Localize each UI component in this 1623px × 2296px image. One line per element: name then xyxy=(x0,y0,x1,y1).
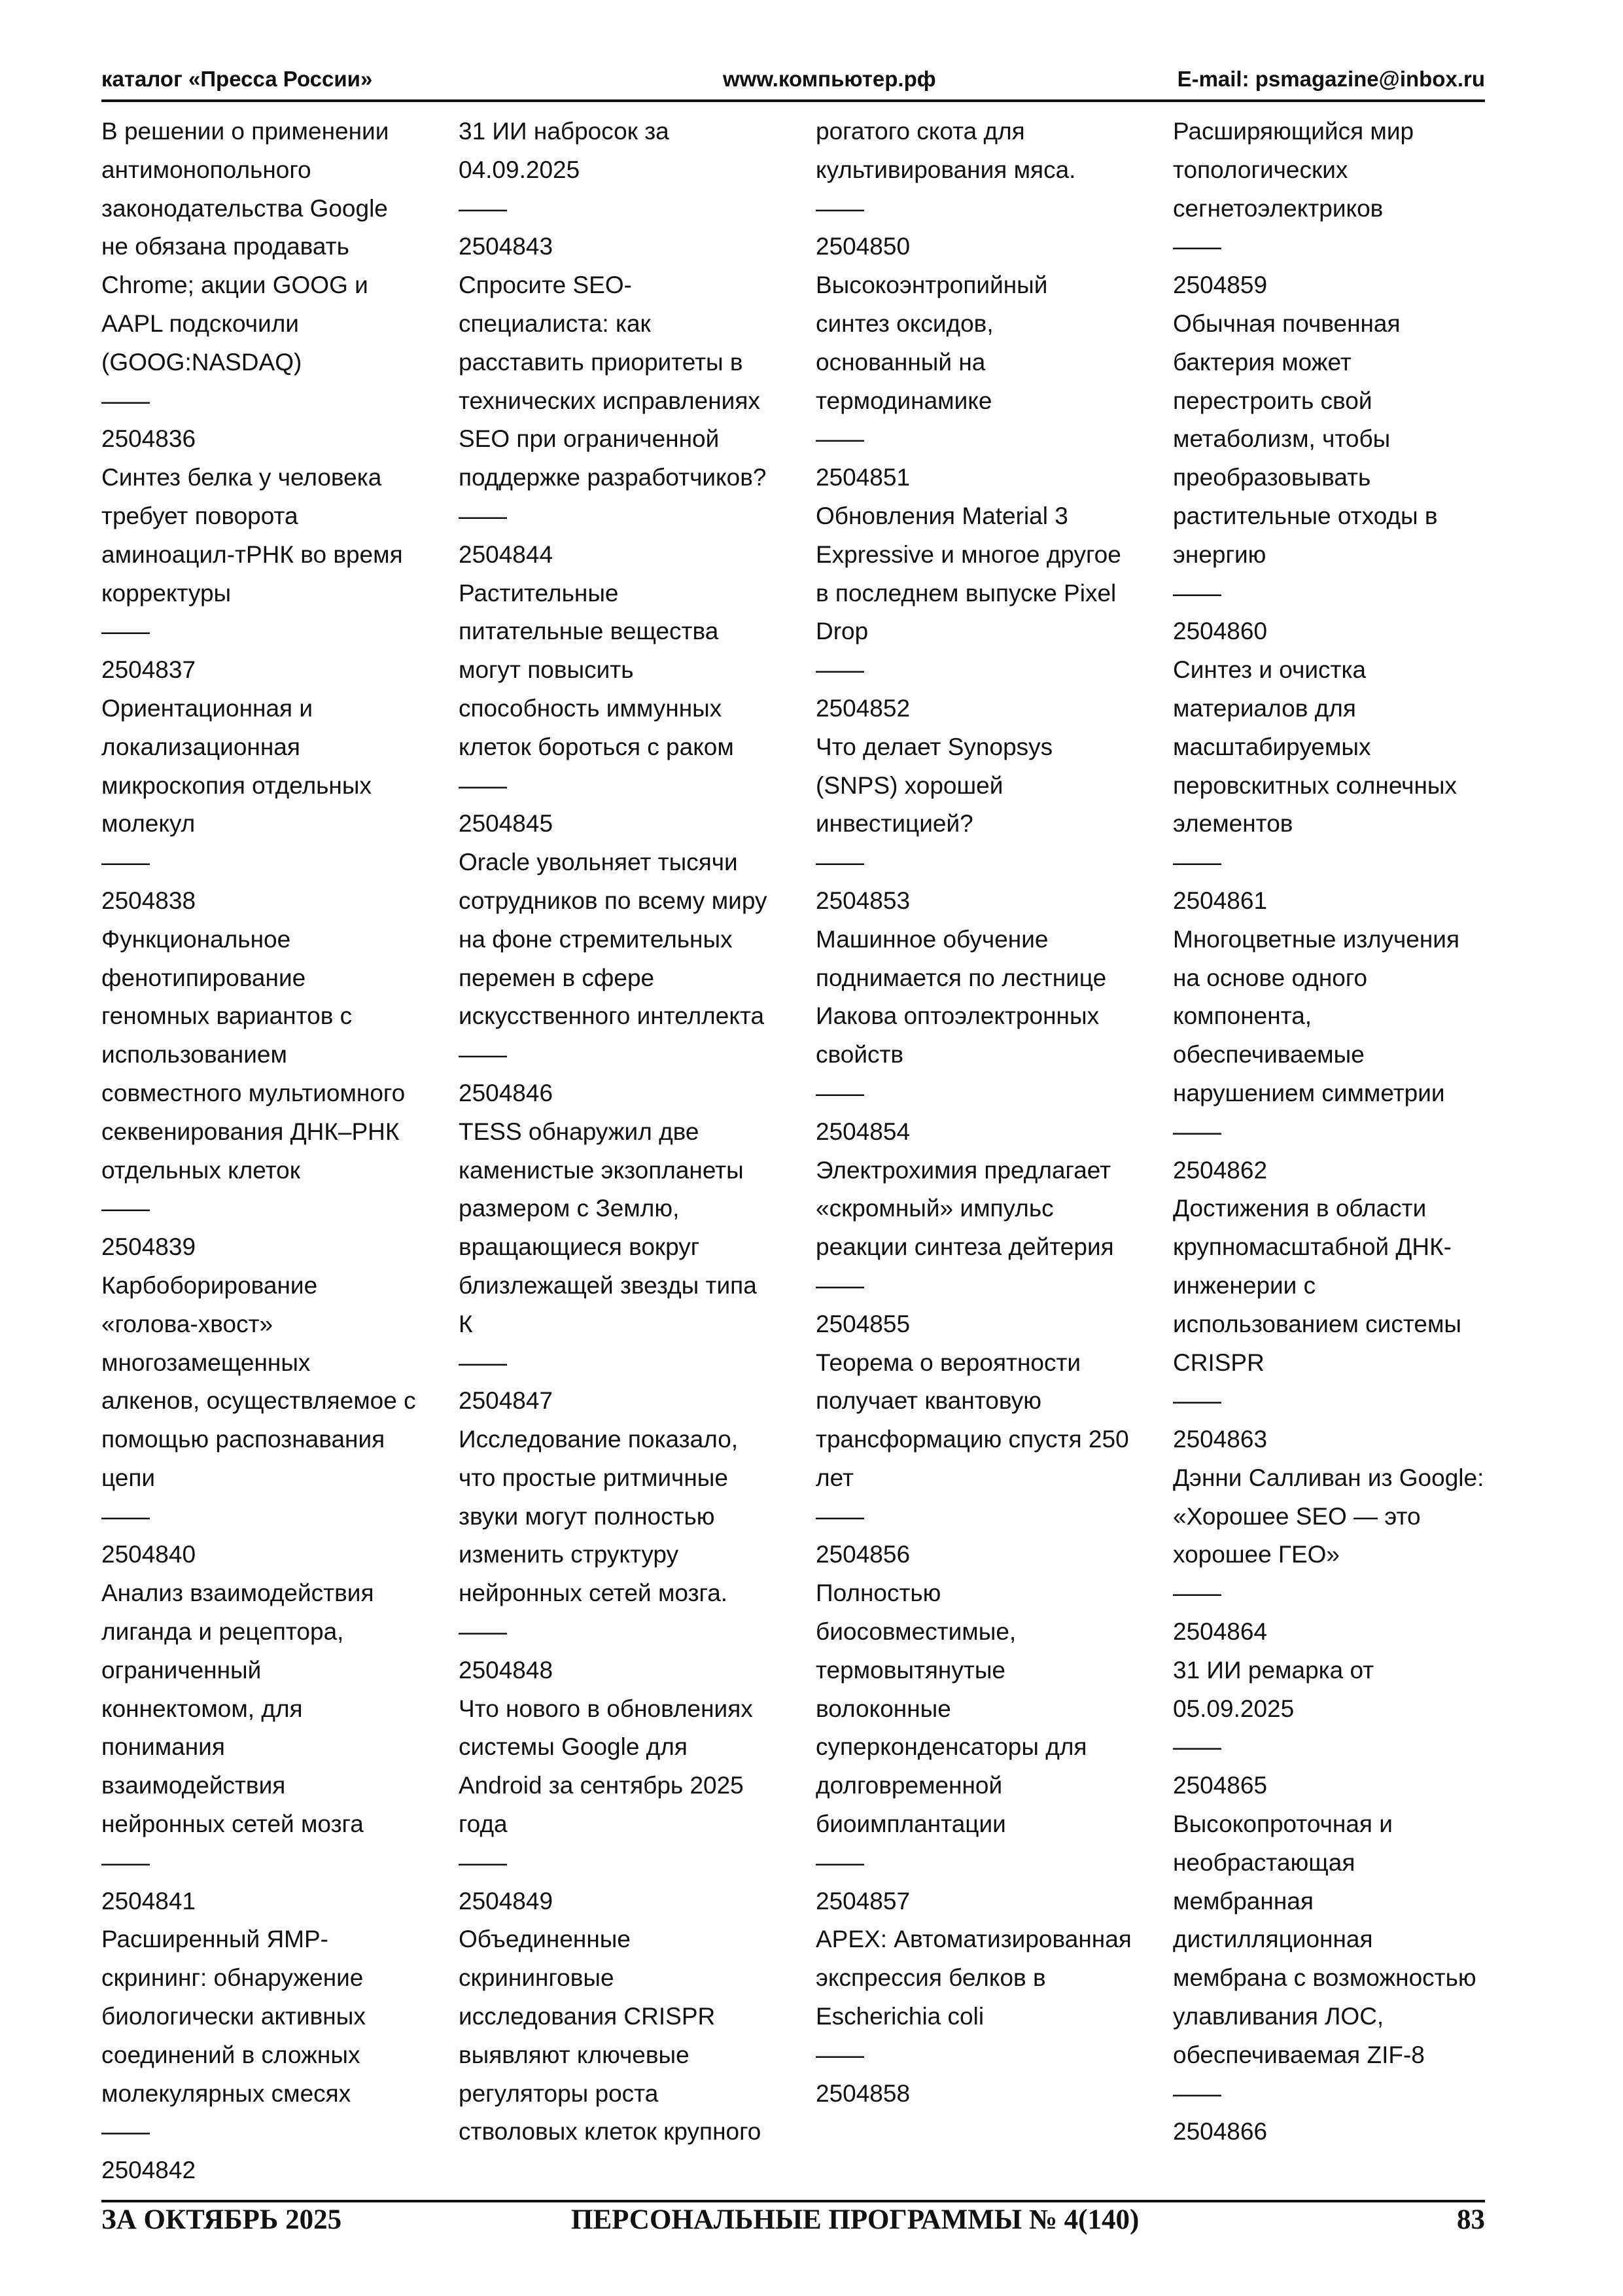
entry-number: 2504852 xyxy=(816,694,911,722)
entry-number: 2504866 xyxy=(1173,2118,1268,2146)
text-line: трансформацию спустя 250 xyxy=(816,1426,1129,1453)
entry-separator: —— xyxy=(1173,2079,1221,2107)
text-line: Высокопроточная и xyxy=(1173,1810,1393,1838)
entry-separator: —— xyxy=(101,1502,150,1530)
text-line: регуляторы роста xyxy=(459,2079,659,2107)
page-header xyxy=(101,67,1485,97)
text-line: 05.09.2025 xyxy=(1173,1695,1295,1722)
text-line: Escherichia coli xyxy=(816,2003,985,2030)
text-line: исследования CRISPR xyxy=(459,2003,716,2030)
text-line: крупномасштабной ДНК- xyxy=(1173,1233,1452,1261)
entry-number: 2504856 xyxy=(816,1541,911,1568)
text-line: 04.09.2025 xyxy=(459,156,580,183)
entry-number: 2504864 xyxy=(1173,1618,1268,1646)
entry-separator: —— xyxy=(1173,1118,1221,1145)
entry-number: 2504838 xyxy=(101,887,196,914)
entry-number: 2504847 xyxy=(459,1387,553,1415)
footer-issue-date: ЗА ОКТЯБРЬ 2025 xyxy=(101,2204,342,2235)
text-line: законодательства Google xyxy=(101,194,388,222)
text-line: Анализ взаимодействия xyxy=(101,1580,374,1607)
text-line: Теорема о вероятности xyxy=(816,1349,1081,1376)
text-line: дистилляционная xyxy=(1173,1926,1373,1953)
entry-separator: —— xyxy=(1173,1387,1221,1415)
text-line: выявляют ключевые xyxy=(459,2041,689,2068)
entry-number: 2504842 xyxy=(101,2157,196,2184)
text-line: соединений в сложных xyxy=(101,2041,360,2068)
text-line: Chrome; акции GOOG и xyxy=(101,272,368,299)
text-line: культивирования мяса. xyxy=(816,156,1076,183)
text-line: рогатого скота для xyxy=(816,118,1025,145)
article-columns xyxy=(101,113,1514,2193)
text-line: алкенов, осуществляемое с xyxy=(101,1387,416,1415)
text-line: Синтез белка у человека xyxy=(101,464,382,491)
text-line: поддержке разработчиков? xyxy=(459,464,767,491)
text-line: Oracle увольняет тысячи xyxy=(459,849,738,876)
entry-separator: —— xyxy=(459,771,507,799)
text-line: системы Google для xyxy=(459,1733,688,1761)
text-line: TESS обнаружил две xyxy=(459,1118,699,1145)
text-line: реакции синтеза дейтерия xyxy=(816,1233,1114,1261)
text-line: Обычная почвенная xyxy=(1173,309,1401,337)
text-line: улавливания ЛОС, xyxy=(1173,2003,1384,2030)
text-line: обеспечиваемая ZIF-8 xyxy=(1173,2041,1425,2068)
text-line: перестроить свой xyxy=(1173,387,1372,414)
text-line: 31 ИИ ремарка от xyxy=(1173,1656,1374,1684)
text-line: взаимодействия xyxy=(101,1772,286,1799)
text-line: Расширяющийся мир xyxy=(1173,118,1414,145)
entry-separator: —— xyxy=(816,1079,864,1106)
text-line: К xyxy=(459,1310,473,1337)
entry-number: 2504861 xyxy=(1173,887,1268,914)
text-line: могут повысить xyxy=(459,656,634,684)
text-line: цепи xyxy=(101,1464,156,1491)
entry-number: 2504858 xyxy=(816,2079,911,2107)
text-line: материалов для xyxy=(1173,694,1356,722)
text-line: Машинное обучение xyxy=(816,925,1049,953)
entry-separator: —— xyxy=(459,1041,507,1069)
text-line: Электрохимия предлагает xyxy=(816,1156,1111,1184)
text-line: свойств xyxy=(816,1041,904,1069)
text-line: мембрана с возможностью xyxy=(1173,1964,1476,1992)
entry-separator: —— xyxy=(101,387,150,414)
text-line: (SNPS) хорошей xyxy=(816,771,1003,799)
text-line: Объединенные xyxy=(459,1926,631,1953)
entry-separator: —— xyxy=(459,502,507,529)
entry-separator: —— xyxy=(816,2041,864,2068)
header-rule xyxy=(101,99,1485,102)
text-line: Карбоборирование xyxy=(101,1271,318,1299)
text-line: скрининг: обнаружение xyxy=(101,1964,364,1992)
entry-separator: —— xyxy=(1173,233,1221,260)
page-footer xyxy=(101,2204,1485,2243)
text-line: звуки могут полностью xyxy=(459,1502,715,1530)
text-line: масштабируемых xyxy=(1173,733,1371,760)
text-line: метаболизм, чтобы xyxy=(1173,425,1391,453)
text-line: Исследование показало, xyxy=(459,1426,739,1453)
text-line: Растительные xyxy=(459,579,619,607)
text-line: волоконные xyxy=(816,1695,951,1722)
text-line: синтез оксидов, xyxy=(816,309,994,337)
text-line: скрининговые xyxy=(459,1964,614,1992)
text-line: (GOOG:NASDAQ) xyxy=(101,348,302,376)
entry-number: 2504863 xyxy=(1173,1426,1268,1453)
text-line: экспрессия белков в xyxy=(816,1964,1046,1992)
entry-number: 2504840 xyxy=(101,1541,196,1568)
text-line: ограниченный xyxy=(101,1656,262,1684)
text-line: мембранная xyxy=(1173,1887,1314,1915)
text-line: вращающиеся вокруг xyxy=(459,1233,700,1261)
text-line: Иакова оптоэлектронных xyxy=(816,1002,1100,1030)
text-line: в последнем выпуске Pixel xyxy=(816,579,1117,607)
entry-separator: —— xyxy=(1173,849,1221,876)
text-line: элементов xyxy=(1173,810,1293,838)
text-column-1 xyxy=(101,113,445,2190)
entry-number: 2504860 xyxy=(1173,618,1268,645)
text-line: поднимается по лестнице xyxy=(816,964,1107,991)
text-line: Достижения в области xyxy=(1173,1195,1427,1222)
header-email-text: E-mail: psmagazine@inbox.ru xyxy=(1177,67,1485,91)
text-line: суперконденсаторы для xyxy=(816,1733,1087,1761)
entry-separator: —— xyxy=(816,1502,864,1530)
entry-separator: —— xyxy=(101,849,150,876)
entry-number: 2504843 xyxy=(459,233,553,260)
text-line: секвенирования ДНК–РНК xyxy=(101,1118,400,1145)
text-line: размером с Землю, xyxy=(459,1195,680,1222)
text-line: энергию xyxy=(1173,540,1266,568)
text-line: сотрудников по всему миру xyxy=(459,887,767,914)
entry-number: 2504849 xyxy=(459,1887,553,1915)
text-line: фенотипирование xyxy=(101,964,306,991)
entry-number: 2504854 xyxy=(816,1118,911,1145)
text-line: способность иммунных xyxy=(459,694,722,722)
text-line: биологически активных xyxy=(101,2003,366,2030)
text-column-2 xyxy=(459,113,802,2151)
entry-number: 2504857 xyxy=(816,1887,911,1915)
text-line: аминоацил-тРНК во время xyxy=(101,540,403,568)
text-line: лиганда и рецептора, xyxy=(101,1618,344,1646)
text-line: Расширенный ЯМР- xyxy=(101,1926,328,1953)
entry-separator: —— xyxy=(101,618,150,645)
text-line: не обязана продавать xyxy=(101,233,349,260)
entry-separator: —— xyxy=(459,1848,507,1876)
text-line: SEO при ограниченной xyxy=(459,425,720,453)
text-line: нейронных сетей мозга xyxy=(101,1810,364,1838)
entry-number: 2504837 xyxy=(101,656,196,684)
entry-number: 2504844 xyxy=(459,540,553,568)
text-line: Что нового в обновлениях xyxy=(459,1695,753,1722)
text-line: хорошее ГЕО» xyxy=(1173,1541,1340,1568)
text-line: изменить структуру xyxy=(459,1541,679,1568)
text-line: инженерии с xyxy=(1173,1271,1316,1299)
text-line: Android за сентябрь 2025 xyxy=(459,1772,744,1799)
text-line: питательные вещества xyxy=(459,618,719,645)
text-line: бактерия может xyxy=(1173,348,1352,376)
text-line: антимонопольного xyxy=(101,156,311,183)
text-line: AAPL подскочили xyxy=(101,309,299,337)
text-line: помощью распознавания xyxy=(101,1426,385,1453)
text-line: Полностью xyxy=(816,1580,941,1607)
text-line: перовскитных солнечных xyxy=(1173,771,1457,799)
entry-separator: —— xyxy=(101,1848,150,1876)
text-line: CRISPR xyxy=(1173,1349,1265,1376)
text-column-4 xyxy=(1173,113,1516,2151)
text-line: геномных вариантов с xyxy=(101,1002,353,1030)
text-line: молекулярных смесях xyxy=(101,2079,351,2107)
text-line: близлежащей звезды типа xyxy=(459,1271,757,1299)
text-column-3 xyxy=(816,113,1159,2113)
text-line: Функциональное xyxy=(101,925,291,953)
text-line: Многоцветные излучения xyxy=(1173,925,1460,953)
text-line: APEX: Автоматизированная xyxy=(816,1926,1132,1953)
footer-magazine-title: ПЕРСОНАЛЬНЫЕ ПРОГРАММЫ № 4(140) xyxy=(571,2204,1140,2235)
entry-separator: —— xyxy=(1173,1580,1221,1607)
text-line: топологических xyxy=(1173,156,1348,183)
text-line: биоимплантации xyxy=(816,1810,1006,1838)
entry-separator: —— xyxy=(816,425,864,453)
text-line: требует поворота xyxy=(101,502,298,529)
text-line: на фоне стремительных xyxy=(459,925,733,953)
text-line: Синтез и очистка xyxy=(1173,656,1367,684)
text-line: использованием системы xyxy=(1173,1310,1461,1337)
entry-separator: —— xyxy=(459,194,507,222)
entry-separator: —— xyxy=(459,1618,507,1646)
text-line: Дэнни Салливан из Google: xyxy=(1173,1464,1484,1491)
entry-number: 2504846 xyxy=(459,1079,553,1106)
text-line: технических исправлениях xyxy=(459,387,760,414)
text-line: термовытянутые xyxy=(816,1656,1005,1684)
entry-number: 2504848 xyxy=(459,1656,553,1684)
text-line: Обновления Material 3 xyxy=(816,502,1068,529)
header-website-text: www.компьютер.рф xyxy=(723,67,936,91)
footer-rule xyxy=(101,2200,1485,2202)
text-line: стволовых клеток крупного xyxy=(459,2118,761,2146)
entry-number: 2504839 xyxy=(101,1233,196,1261)
text-line: В решении о применении xyxy=(101,118,389,145)
page-number: 83 xyxy=(1457,2204,1485,2235)
text-line: микроскопия отдельных xyxy=(101,771,372,799)
text-line: получает квантовую xyxy=(816,1387,1041,1415)
text-line: многозамещенных xyxy=(101,1349,311,1376)
entry-number: 2504851 xyxy=(816,464,911,491)
entry-number: 2504862 xyxy=(1173,1156,1268,1184)
text-line: 31 ИИ набросок за xyxy=(459,118,669,145)
entry-number: 2504841 xyxy=(101,1887,196,1915)
text-line: специалиста: как xyxy=(459,309,651,337)
text-line: коннектомом, для xyxy=(101,1695,303,1722)
text-line: «голова-хвост» xyxy=(101,1310,273,1337)
header-catalog-text: каталог «Пресса России» xyxy=(101,67,373,91)
text-line: Спросите SEO- xyxy=(459,272,632,299)
entry-separator: —— xyxy=(816,656,864,684)
text-line: Drop xyxy=(816,618,869,645)
text-line: расставить приоритеты в xyxy=(459,348,743,376)
text-line: биосовместимые, xyxy=(816,1618,1017,1646)
text-line: года xyxy=(459,1810,508,1838)
text-line: «скромный» импульс xyxy=(816,1195,1054,1222)
entry-separator: —— xyxy=(816,194,864,222)
text-line: компонента, xyxy=(1173,1002,1312,1030)
entry-separator: —— xyxy=(101,1195,150,1222)
text-line: преобразовывать xyxy=(1173,464,1371,491)
entry-number: 2504855 xyxy=(816,1310,911,1337)
text-line: сегнетоэлектриков xyxy=(1173,194,1384,222)
text-line: лет xyxy=(816,1464,854,1491)
entry-separator: —— xyxy=(1173,1733,1221,1761)
text-line: основанный на xyxy=(816,348,986,376)
text-line: корректуры xyxy=(101,579,232,607)
text-line: Высокоэнтропийный xyxy=(816,272,1048,299)
text-line: на основе одного xyxy=(1173,964,1368,991)
text-line: «Хорошее SEO — это xyxy=(1173,1502,1421,1530)
entry-number: 2504850 xyxy=(816,233,911,260)
text-line: Expressive и многое другое xyxy=(816,540,1121,568)
text-line: долговременной xyxy=(816,1772,1003,1799)
entry-number: 2504859 xyxy=(1173,272,1268,299)
text-line: что простые ритмичные xyxy=(459,1464,728,1491)
text-line: инвестицией? xyxy=(816,810,973,838)
text-line: молекул xyxy=(101,810,196,838)
entry-separator: —— xyxy=(816,1271,864,1299)
entry-separator: —— xyxy=(816,849,864,876)
text-line: клеток бороться с раком xyxy=(459,733,734,760)
text-line: искусственного интеллекта xyxy=(459,1002,765,1030)
text-line: Ориентационная и xyxy=(101,694,313,722)
entry-separator: —— xyxy=(101,2118,150,2146)
entry-number: 2504836 xyxy=(101,425,196,453)
text-line: каменистые экзопланеты xyxy=(459,1156,744,1184)
text-line: нейронных сетей мозга. xyxy=(459,1580,728,1607)
entry-number: 2504865 xyxy=(1173,1772,1268,1799)
text-line: локализационная xyxy=(101,733,300,760)
text-line: понимания xyxy=(101,1733,225,1761)
entry-separator: —— xyxy=(459,1349,507,1376)
entry-number: 2504845 xyxy=(459,810,553,838)
text-line: обеспечиваемые xyxy=(1173,1041,1365,1069)
text-line: отдельных клеток xyxy=(101,1156,300,1184)
text-line: необрастающая xyxy=(1173,1848,1355,1876)
text-line: термодинамике xyxy=(816,387,992,414)
text-line: использованием xyxy=(101,1041,287,1069)
entry-separator: —— xyxy=(816,1848,864,1876)
text-line: нарушением симметрии xyxy=(1173,1079,1445,1106)
text-line: растительные отходы в xyxy=(1173,502,1438,529)
text-line: перемен в сфере xyxy=(459,964,655,991)
text-line: Что делает Synopsys xyxy=(816,733,1053,760)
text-line: совместного мультиомного xyxy=(101,1079,406,1106)
entry-separator: —— xyxy=(1173,579,1221,607)
entry-number: 2504853 xyxy=(816,887,911,914)
